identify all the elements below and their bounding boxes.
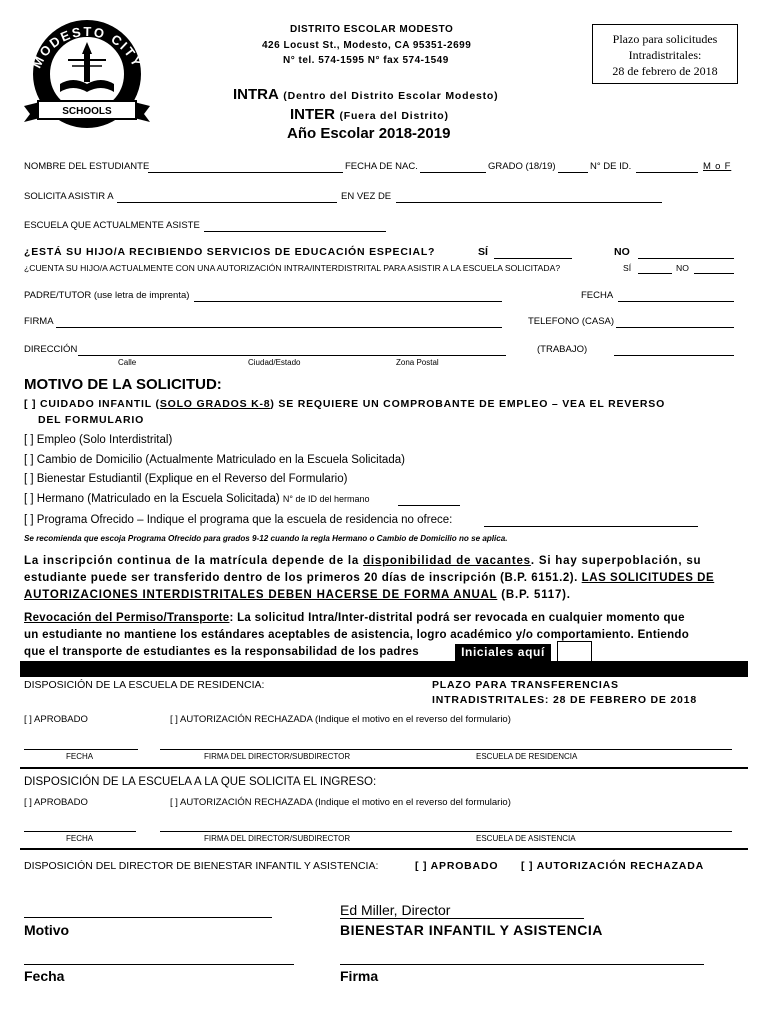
- current-school-label: ESCUELA QUE ACTUALMENTE ASISTE: [24, 220, 200, 231]
- bottom-signature-caption: Firma: [340, 968, 379, 984]
- district-phone: N° tel. 574-1595 N° fax 574-1549: [283, 55, 449, 66]
- deadline-box: [592, 24, 738, 84]
- residence-rejected[interactable]: [ ] AUTORIZACIÓN RECHAZADA (Indique el motivo en el reverso del formulario): [170, 714, 511, 725]
- bottom-date-caption: Fecha: [24, 968, 65, 984]
- reason-wellbeing[interactable]: [ ] Bienestar Estudiantil (Explique en el Reverso del Formulario): [24, 473, 348, 485]
- reason-childcare[interactable]: [24, 398, 665, 410]
- reason-title: MOTIVO DE LA SOLICITUD:: [24, 376, 222, 393]
- instead-of-label: EN VEZ DE: [341, 191, 392, 202]
- authorization-no-field[interactable]: [694, 273, 734, 274]
- policy-p1a: La inscripción continua de la matrícula depende de la: [24, 555, 364, 567]
- signature-field[interactable]: [56, 327, 502, 328]
- policy-line4: [24, 612, 685, 624]
- policy-line2: [24, 572, 714, 584]
- reason-employment[interactable]: [ ] Empleo (Solo Interdistrital): [24, 434, 173, 446]
- deadline-line1: Plazo para solicitudes: [612, 32, 718, 46]
- policy-line1: [24, 555, 701, 567]
- residence-approved[interactable]: [ ] APROBADO: [24, 714, 88, 725]
- reason-childcare-grades: SOLO GRADOS K-8: [159, 398, 271, 410]
- address-field[interactable]: [78, 355, 506, 356]
- current-school-field[interactable]: [204, 231, 386, 232]
- initials-label: Iniciales aquí: [455, 644, 551, 661]
- reason-address-change[interactable]: [ ] Cambio de Domicilio (Actualmente Matriculado en la Escuela Solicitada): [24, 454, 405, 466]
- home-phone-field[interactable]: [616, 327, 734, 328]
- reason-childcare-a: [ ] CUIDADO INFANTIL (: [24, 398, 160, 410]
- grade-field[interactable]: [558, 172, 588, 173]
- district-seal-logo: [18, 14, 156, 130]
- sibling-id-label: N° de ID del hermano: [282, 494, 370, 504]
- policy-vacancy: disponibilidad de vacantes: [363, 555, 531, 567]
- intra-label: INTRA: [233, 86, 279, 103]
- initials-field[interactable]: [557, 641, 592, 663]
- special-ed-yes-field[interactable]: [494, 258, 572, 259]
- birth-date-label: FECHA DE NAC.: [345, 161, 418, 172]
- welfare-disposition-title: DISPOSICIÓN DEL DIRECTOR DE BIENESTAR INFANTIL Y ASISTENCIA:: [24, 860, 379, 872]
- transfer-deadline-line1: PLAZO PARA TRANSFERENCIAS: [432, 679, 619, 691]
- city-caption: Ciudad/Estado: [248, 358, 301, 367]
- program-field[interactable]: [484, 526, 698, 527]
- special-ed-question: ¿ESTÁ SU HIJO/A RECIBIENDO SERVICIOS DE EDUCACIÓN ESPECIAL?: [24, 246, 436, 258]
- id-field[interactable]: [636, 172, 698, 173]
- work-phone-label: (TRABAJO): [537, 344, 588, 355]
- parent-date-field[interactable]: [618, 301, 734, 302]
- policy-p1d: estudiante puede ser transferido dentro de los primeros 20 días de inscripción (B.P. 6151.2).: [24, 572, 582, 584]
- director-name: Ed Miller, Director: [340, 902, 451, 918]
- deadline-line3: 28 de febrero de 2018: [612, 64, 718, 78]
- intra-line: [233, 86, 498, 104]
- residence-disposition-title: DISPOSICIÓN DE LA ESCUELA DE RESIDENCIA:: [24, 679, 265, 691]
- reason-signature-field[interactable]: [24, 917, 272, 918]
- grade-label: GRADO (18/19): [488, 161, 556, 172]
- parent-label: PADRE/TUTOR (use letra de imprenta): [24, 290, 190, 301]
- student-name-label: NOMBRE DEL ESTUDIANTE: [24, 161, 150, 172]
- special-ed-yes-label: SÍ: [478, 246, 488, 258]
- student-name-field[interactable]: [148, 172, 343, 173]
- policy-line3: [24, 589, 571, 601]
- work-phone-field[interactable]: [614, 355, 734, 356]
- reason-note: Se recomienda que escoja Programa Ofrecido para grados 9-12 cuando la regla Hermano o Cambio de Domicilio no se aplica.: [24, 534, 508, 543]
- parent-field[interactable]: [194, 301, 502, 302]
- requested-rejected[interactable]: [ ] AUTORIZACIÓN RECHAZADA (Indique el motivo en el reverso del formulario): [170, 797, 511, 808]
- inter-label: INTER: [290, 106, 335, 123]
- bottom-date-field[interactable]: [24, 964, 294, 965]
- reason-caption: Motivo: [24, 922, 70, 938]
- school-year: Año Escolar 2018-2019: [287, 125, 451, 142]
- policy-p1e: LAS SOLICITUDES DE: [581, 572, 715, 584]
- district-address: 426 Locust St., Modesto, CA 95351-2699: [262, 40, 472, 51]
- requested-date-field[interactable]: [24, 831, 136, 832]
- request-attend-field[interactable]: [117, 202, 337, 203]
- policy-p1g: (B.P. 5117).: [497, 589, 571, 601]
- authorization-yes-field[interactable]: [638, 273, 672, 274]
- bottom-signature-field[interactable]: [340, 964, 704, 965]
- district-name: DISTRITO ESCOLAR MODESTO: [290, 24, 454, 35]
- residence-director-caption: FIRMA DEL DIRECTOR/SUBDIRECTOR: [204, 752, 351, 761]
- signature-label: FIRMA: [24, 316, 54, 327]
- section-separator: [20, 661, 748, 677]
- authorization-question: ¿CUENTA SU HIJO/A ACTUALMENTE CON UNA AUTORIZACIÓN INTRA/INTERDISTRITAL PARA ASISTIR A LA ESCUELA SOLICITADA?: [24, 263, 561, 273]
- transfer-deadline-line2: INTRADISTRITALES: 28 DE FEBRERO DE 2018: [432, 694, 697, 706]
- deadline-line2: Intradistritales:: [628, 48, 702, 62]
- divider-2: [20, 848, 748, 850]
- requested-school-caption: ESCUELA DE ASISTENCIA: [476, 834, 576, 843]
- special-ed-no-label: NO: [614, 246, 630, 258]
- sibling-id-field[interactable]: [398, 505, 460, 506]
- policy-p1c: . Si hay superpoblación, su: [530, 555, 702, 567]
- residence-school-caption: ESCUELA DE RESIDENCIA: [476, 752, 578, 761]
- reason-program[interactable]: [ ] Programa Ofrecido – Indique el programa que la escuela de residencia no ofrece:: [24, 514, 453, 526]
- requested-disposition-title: DISPOSICIÓN DE LA ESCUELA A LA QUE SOLICITA EL INGRESO:: [24, 776, 377, 788]
- logo-banner-text: SCHOOLS: [62, 106, 112, 117]
- requested-director-caption: FIRMA DEL DIRECTOR/SUBDIRECTOR: [204, 834, 351, 843]
- special-ed-no-field[interactable]: [638, 258, 734, 259]
- requested-date-caption: FECHA: [66, 834, 94, 843]
- intra-desc: (Dentro del Distrito Escolar Modesto): [283, 90, 499, 102]
- policy-p2b: : La solicitud Intra/Inter-distrital podrá ser revocada en cualquier momento que: [229, 612, 685, 624]
- policy-p1f: AUTORIZACIONES INTERDISTRITALES DEBEN HACERSE DE FORMA ANUAL: [24, 589, 498, 601]
- instead-of-field[interactable]: [396, 202, 662, 203]
- authorization-yes-label: SÍ: [623, 263, 632, 273]
- policy-line5: un estudiante no mantiene los estándares aceptables de asistencia, logro académico y/o comportamiento. Entiendo: [24, 629, 690, 641]
- welfare-approved[interactable]: [ ] APROBADO: [415, 860, 499, 872]
- welfare-department-caption: BIENESTAR INFANTIL Y ASISTENCIA: [340, 922, 603, 938]
- residence-date-caption: FECHA: [66, 752, 94, 761]
- policy-revocation-title: Revocación del Permiso/Transporte: [24, 612, 230, 624]
- birth-date-field[interactable]: [420, 172, 486, 173]
- inter-desc: (Fuera del Distrito): [339, 110, 449, 122]
- requested-approved[interactable]: [ ] APROBADO: [24, 797, 88, 808]
- director-signature-line: [340, 918, 584, 919]
- welfare-rejected[interactable]: [ ] AUTORIZACIÓN RECHAZADA: [521, 860, 704, 872]
- reason-sibling[interactable]: [24, 493, 370, 505]
- street-caption: Calle: [118, 358, 137, 367]
- address-label: DIRECCIÓN: [24, 344, 78, 355]
- residence-date-field[interactable]: [24, 749, 138, 750]
- reason-sibling-label: [ ] Hermano (Matriculado en la Escuela Solicitada): [24, 493, 280, 505]
- svg-text:MODESTO CITY: MODESTO CITY: [28, 23, 146, 71]
- request-attend-label: SOLICITA ASISTIR A: [24, 191, 114, 202]
- reason-childcare-c: ) SE REQUIERE UN COMPROBANTE DE EMPLEO – VEA EL REVERSO: [270, 398, 666, 410]
- reason-childcare-cont: DEL FORMULARIO: [38, 414, 145, 426]
- authorization-no-label: NO: [676, 263, 689, 273]
- policy-line6: que el transporte de estudiantes es la responsabilidad de los padres: [24, 646, 419, 658]
- home-phone-label: TELEFONO (CASA): [528, 316, 615, 327]
- residence-signature-field[interactable]: [160, 749, 732, 750]
- parent-date-label: FECHA: [581, 290, 614, 301]
- id-label: N° DE ID.: [590, 161, 632, 172]
- requested-signature-field[interactable]: [160, 831, 732, 832]
- inter-line: [290, 106, 449, 124]
- gender-label: M o F: [703, 161, 732, 172]
- zip-caption: Zona Postal: [396, 358, 439, 367]
- divider-1: [20, 767, 748, 769]
